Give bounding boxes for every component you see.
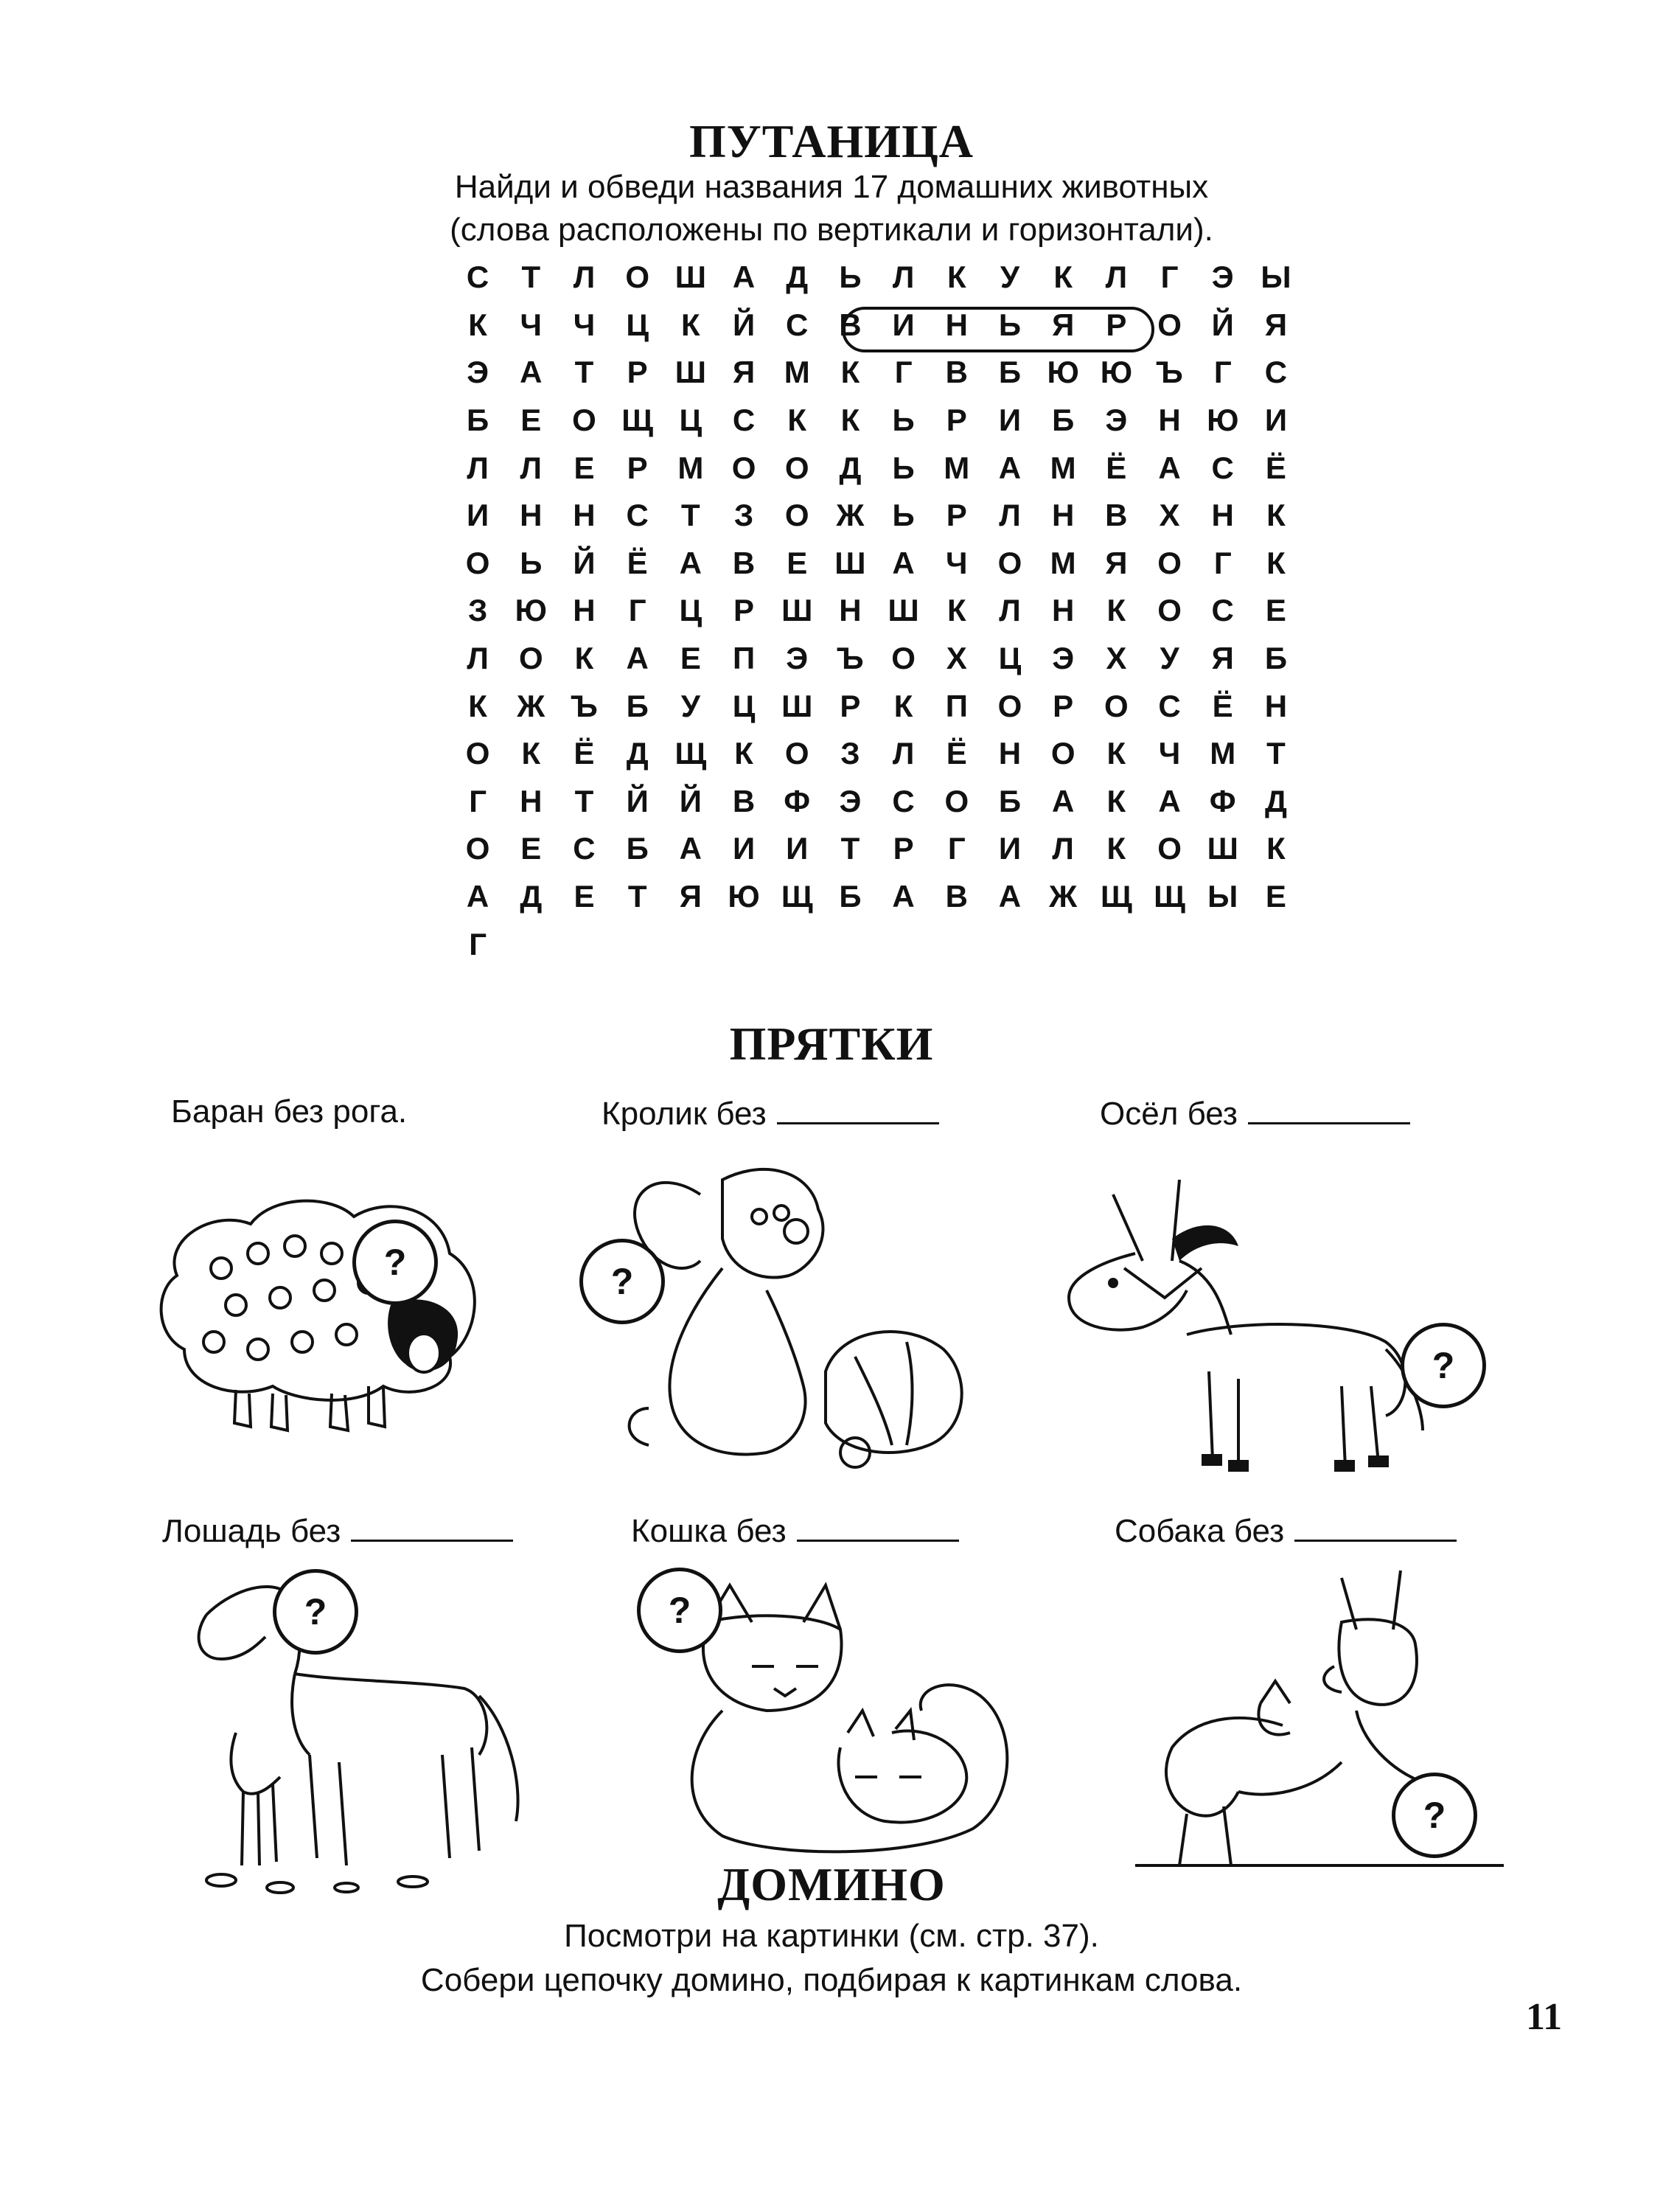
grid-letter[interactable]: М <box>677 450 704 485</box>
grid-letter[interactable]: Й <box>626 783 649 818</box>
grid-letter[interactable]: Н <box>1264 688 1288 723</box>
grid-letter[interactable]: О <box>1104 688 1129 723</box>
grid-letter[interactable]: Л <box>467 641 489 676</box>
question-bubble-horse[interactable]: ? <box>273 1569 358 1655</box>
answer-blank[interactable] <box>1248 1096 1410 1124</box>
grid-letter[interactable]: Т <box>574 355 594 390</box>
grid-letter[interactable]: Й <box>573 545 596 580</box>
grid-letter[interactable]: И <box>1264 403 1287 438</box>
grid-letter[interactable]: У <box>1160 641 1179 676</box>
grid-letter[interactable]: Н <box>1211 498 1234 533</box>
grid-letter[interactable]: Э <box>786 641 809 676</box>
grid-letter[interactable]: Э <box>1211 260 1234 295</box>
caption-horse-text: Лошадь без <box>162 1513 341 1549</box>
grid-letter[interactable]: К <box>840 355 860 390</box>
grid-letter[interactable]: Г <box>628 593 646 628</box>
grid-letter[interactable]: К <box>787 403 807 438</box>
caption-cat-text: Кошка без <box>631 1513 787 1549</box>
grid-letter[interactable]: Ж <box>517 688 545 723</box>
grid-letter[interactable]: Ъ <box>837 641 864 676</box>
grid-letter[interactable]: С <box>626 498 649 533</box>
grid-letter[interactable]: Ё <box>573 736 595 771</box>
grid-letter[interactable]: Н <box>998 736 1022 771</box>
grid-letter[interactable]: А <box>892 545 915 580</box>
question-bubble-rabbit[interactable]: ? <box>579 1239 665 1324</box>
grid-letter[interactable]: Ш <box>781 688 813 723</box>
puzzle-instruction-line2: (слова расположены по вертикали и горизонтали). <box>450 212 1213 248</box>
question-bubble-dog[interactable]: ? <box>1392 1773 1477 1858</box>
caption-horse <box>162 1513 513 1548</box>
grid-letter[interactable]: О <box>944 783 969 818</box>
grid-letter[interactable]: С <box>1211 593 1234 628</box>
domino-line2: Собери цепочку домино, подбирая к картинкам слова. <box>420 1962 1243 1998</box>
grid-letter[interactable]: Р <box>1106 307 1127 342</box>
grid-letter[interactable]: О <box>465 831 490 866</box>
puzzle-instruction-line1: Найди и обведи названия 17 домашних животных <box>454 169 1209 205</box>
caption-donkey <box>1100 1096 1410 1130</box>
grid-letter[interactable]: С <box>892 783 915 818</box>
grid-letter[interactable]: О <box>1050 736 1075 771</box>
grid-letter[interactable]: К <box>1266 498 1286 533</box>
grid-letter[interactable]: Т <box>521 260 541 295</box>
grid-letter[interactable]: Л <box>520 450 543 485</box>
grid-letter[interactable]: Е <box>520 831 542 866</box>
grid-letter[interactable]: В <box>1105 498 1128 533</box>
grid-letter[interactable]: О <box>572 403 596 438</box>
grid-letter[interactable]: Щ <box>1100 879 1132 914</box>
grid-letter[interactable]: Е <box>1265 879 1286 914</box>
grid-letter[interactable]: Г <box>469 783 487 818</box>
caption-cat <box>631 1513 959 1548</box>
grid-letter[interactable]: Ю <box>515 593 547 628</box>
grid-letter[interactable]: В <box>732 783 756 818</box>
grid-letter[interactable]: Р <box>893 831 914 866</box>
grid-letter[interactable]: Е <box>520 403 542 438</box>
grid-letter[interactable]: Н <box>945 307 968 342</box>
grid-letter[interactable]: Щ <box>674 736 707 771</box>
grid-letter[interactable]: В <box>839 307 862 342</box>
grid-letter[interactable]: Н <box>520 498 543 533</box>
caption-dog-text: Собака без <box>1115 1513 1285 1549</box>
grid-letter[interactable]: Т <box>1266 736 1286 771</box>
grid-letter[interactable]: Г <box>1213 545 1232 580</box>
grid-letter[interactable]: К <box>574 641 594 676</box>
grid-letter[interactable]: П <box>732 641 756 676</box>
question-bubble-donkey[interactable]: ? <box>1401 1323 1486 1408</box>
grid-letter[interactable]: С <box>1264 355 1288 390</box>
grid-letter[interactable]: Ч <box>1158 736 1181 771</box>
page-number: 11 <box>1526 1996 1563 2038</box>
grid-letter[interactable]: Ш <box>674 260 706 295</box>
grid-letter[interactable]: Ш <box>1207 831 1238 866</box>
grid-letter[interactable]: С <box>1158 688 1181 723</box>
grid-letter[interactable]: Д <box>626 736 649 771</box>
grid-letter[interactable]: Л <box>892 260 915 295</box>
grid-letter[interactable]: С <box>1211 450 1234 485</box>
answer-blank[interactable] <box>1294 1513 1457 1542</box>
grid-letter[interactable]: К <box>1106 593 1126 628</box>
grid-letter[interactable]: К <box>521 736 541 771</box>
grid-letter[interactable]: Э <box>1052 641 1075 676</box>
grid-letter[interactable]: Р <box>733 593 755 628</box>
caption-dog <box>1115 1513 1457 1548</box>
grid-letter[interactable]: Ь <box>892 450 915 485</box>
grid-letter[interactable]: Щ <box>1154 879 1185 914</box>
grid-letter[interactable]: Ш <box>781 593 813 628</box>
puzzle-title: ПУТАНИЦА <box>688 115 975 167</box>
grid-letter[interactable]: Г <box>894 355 913 390</box>
grid-letter[interactable]: П <box>945 688 968 723</box>
grid-letter[interactable]: Г <box>469 926 487 961</box>
answer-blank[interactable] <box>351 1513 513 1542</box>
grid-letter[interactable]: Б <box>467 403 489 438</box>
grid-letter[interactable]: Т <box>840 831 860 866</box>
grid-letter[interactable]: Ы <box>1207 879 1238 914</box>
grid-letter[interactable]: Х <box>946 641 967 676</box>
grid-letter[interactable]: И <box>467 498 489 533</box>
grid-letter[interactable]: Б <box>1052 403 1075 438</box>
grid-letter[interactable]: Е <box>573 879 595 914</box>
grid-letter[interactable]: Ю <box>1047 355 1079 390</box>
grid-letter[interactable]: Я <box>1211 641 1234 676</box>
grid-letter[interactable]: Ё <box>946 736 967 771</box>
grid-letter[interactable]: К <box>946 260 966 295</box>
grid-letter[interactable]: О <box>731 450 756 485</box>
grid-letter[interactable]: Ъ <box>571 688 598 723</box>
grid-letter[interactable]: И <box>892 307 915 342</box>
grid-letter[interactable]: К <box>468 688 487 723</box>
grid-letter[interactable]: Ъ <box>1156 355 1183 390</box>
grid-letter[interactable]: О <box>784 736 809 771</box>
grid-letter[interactable]: Л <box>999 498 1021 533</box>
grid-letter[interactable]: Ш <box>888 593 919 628</box>
grid-letter[interactable]: К <box>1053 260 1073 295</box>
grid-letter[interactable]: А <box>732 260 756 295</box>
grid-letter[interactable]: Р <box>1053 688 1074 723</box>
grid-letter[interactable]: Х <box>1106 641 1127 676</box>
grid-letter[interactable]: Ю <box>1100 355 1132 390</box>
grid-letter[interactable]: А <box>679 545 702 580</box>
grid-letter[interactable]: Л <box>999 593 1021 628</box>
grid-letter[interactable]: Л <box>1105 260 1128 295</box>
grid-letter[interactable]: Р <box>946 498 967 533</box>
grid-letter[interactable]: А <box>466 879 489 914</box>
grid-letter[interactable]: Е <box>573 450 595 485</box>
grid-letter[interactable]: И <box>998 831 1022 866</box>
grid-letter[interactable]: Ё <box>627 545 648 580</box>
grid-letter[interactable]: Ж <box>836 498 865 533</box>
grid-letter[interactable]: Ё <box>1265 450 1286 485</box>
grid-letter[interactable]: А <box>892 879 915 914</box>
grid-letter[interactable]: Д <box>786 260 809 295</box>
grid-letter[interactable]: О <box>1157 831 1182 866</box>
grid-letter[interactable]: Ы <box>1261 260 1291 295</box>
sheep-icon <box>147 1180 501 1460</box>
grid-letter[interactable]: Ё <box>1106 450 1127 485</box>
grid-letter[interactable]: О <box>625 260 649 295</box>
grid-letter[interactable]: Т <box>574 783 594 818</box>
grid-letter[interactable]: Б <box>998 355 1022 390</box>
grid-letter[interactable]: Ь <box>839 260 862 295</box>
grid-letter[interactable]: А <box>1158 783 1181 818</box>
grid-letter[interactable]: Н <box>1158 403 1181 438</box>
grid-letter[interactable]: Ц <box>626 307 649 342</box>
grid-letter[interactable]: А <box>998 879 1022 914</box>
caption-sheep-text: Баран без рога. <box>171 1093 408 1130</box>
grid-letter[interactable]: О <box>997 688 1022 723</box>
answer-blank[interactable] <box>797 1513 959 1542</box>
grid-letter[interactable]: Г <box>1160 260 1179 295</box>
grid-letter[interactable]: Х <box>1159 498 1180 533</box>
grid-letter[interactable]: Е <box>1265 593 1286 628</box>
question-bubble-sheep[interactable]: ? <box>352 1220 438 1305</box>
grid-letter[interactable]: Й <box>732 307 756 342</box>
caption-donkey-text: Осёл без <box>1100 1096 1238 1132</box>
grid-letter[interactable]: Г <box>1213 355 1232 390</box>
grid-letter[interactable]: Е <box>787 545 808 580</box>
donkey-icon <box>1054 1150 1467 1482</box>
grid-letter[interactable]: Ч <box>520 307 543 342</box>
grid-letter[interactable]: К <box>681 307 700 342</box>
grid-letter[interactable]: Б <box>839 879 862 914</box>
grid-letter[interactable]: Л <box>892 736 915 771</box>
grid-letter[interactable]: В <box>945 879 968 914</box>
grid-letter[interactable]: Ш <box>674 355 706 390</box>
grid-letter[interactable]: А <box>998 450 1022 485</box>
grid-letter[interactable]: К <box>1266 831 1286 866</box>
grid-letter[interactable]: Ц <box>679 403 702 438</box>
grid-letter[interactable]: М <box>1210 736 1236 771</box>
grid-letter[interactable]: Ц <box>732 688 756 723</box>
grid-letter[interactable]: Н <box>573 498 596 533</box>
grid-letter[interactable]: К <box>1106 783 1126 818</box>
grid-letter[interactable]: Т <box>627 879 647 914</box>
grid-letter[interactable]: У <box>1000 260 1020 295</box>
grid-letter[interactable]: О <box>465 545 490 580</box>
grid-letter[interactable]: М <box>1050 545 1076 580</box>
grid-letter[interactable]: С <box>732 403 756 438</box>
grid-letter[interactable]: Ф <box>1209 783 1236 818</box>
grid-letter[interactable]: Р <box>627 450 648 485</box>
grid-letter[interactable]: Ч <box>946 545 968 580</box>
grid-letter[interactable]: О <box>891 641 916 676</box>
grid-letter[interactable]: С <box>466 260 489 295</box>
grid-letter[interactable]: Л <box>467 450 489 485</box>
grid-letter[interactable]: Б <box>626 688 649 723</box>
grid-letter[interactable]: Ь <box>520 545 543 580</box>
grid-letter[interactable]: Ь <box>892 498 915 533</box>
grid-letter[interactable]: Н <box>520 783 543 818</box>
grid-letter[interactable]: А <box>520 355 543 390</box>
grid-letter[interactable]: О <box>784 498 809 533</box>
grid-letter[interactable]: Д <box>839 450 862 485</box>
grid-letter[interactable]: Э <box>1105 403 1128 438</box>
grid-letter[interactable]: З <box>840 736 860 771</box>
grid-letter[interactable]: Я <box>1052 307 1075 342</box>
grid-letter[interactable]: Л <box>1052 831 1074 866</box>
grid-letter[interactable]: Й <box>679 783 702 818</box>
hide-and-seek-title: ПРЯТКИ <box>729 1018 934 1070</box>
grid-letter[interactable]: Д <box>1264 783 1287 818</box>
grid-letter[interactable]: И <box>732 831 756 866</box>
grid-letter[interactable]: С <box>786 307 809 342</box>
grid-letter[interactable]: О <box>465 736 490 771</box>
grid-letter[interactable]: О <box>1157 307 1182 342</box>
grid-letter[interactable]: З <box>467 593 488 628</box>
grid-letter[interactable]: Д <box>520 879 543 914</box>
grid-letter[interactable]: К <box>468 307 487 342</box>
horse-icon <box>177 1563 545 1902</box>
grid-letter[interactable]: Я <box>1105 545 1128 580</box>
grid-letter[interactable]: Ь <box>998 307 1022 342</box>
grid-letter[interactable]: О <box>1157 593 1182 628</box>
grid-letter[interactable]: Щ <box>781 879 813 914</box>
grid-letter[interactable]: Р <box>946 403 967 438</box>
grid-letter[interactable]: Ё <box>1212 688 1233 723</box>
grid-letter[interactable]: Е <box>680 641 701 676</box>
grid-letter[interactable]: А <box>1158 450 1181 485</box>
domino-title: ДОМИНО <box>717 1858 946 1910</box>
grid-letter[interactable]: Ю <box>1207 403 1239 438</box>
grid-letter[interactable]: Н <box>1051 593 1075 628</box>
grid-letter[interactable]: Я <box>679 879 702 914</box>
grid-letter[interactable]: К <box>1106 736 1126 771</box>
grid-letter[interactable]: К <box>893 688 913 723</box>
grid-letter[interactable]: Р <box>840 688 861 723</box>
grid-letter[interactable]: Ф <box>784 783 811 818</box>
grid-letter[interactable]: М <box>1050 450 1076 485</box>
grid-letter[interactable]: С <box>573 831 596 866</box>
grid-letter[interactable]: М <box>784 355 810 390</box>
grid-letter[interactable]: Б <box>626 831 649 866</box>
caption-rabbit-text: Кролик без <box>602 1096 767 1132</box>
grid-letter[interactable]: О <box>1157 545 1182 580</box>
grid-letter[interactable]: Л <box>573 260 596 295</box>
grid-letter[interactable]: А <box>626 641 649 676</box>
grid-letter[interactable]: И <box>786 831 809 866</box>
grid-letter[interactable]: Я <box>732 355 756 390</box>
grid-letter[interactable]: Ц <box>679 593 702 628</box>
grid-letter[interactable]: К <box>840 403 860 438</box>
grid-letter[interactable]: Ж <box>1049 879 1078 914</box>
grid-letter[interactable]: О <box>997 545 1022 580</box>
grid-letter[interactable]: Э <box>839 783 862 818</box>
grid-letter[interactable]: Н <box>573 593 596 628</box>
grid-letter[interactable]: Э <box>467 355 489 390</box>
grid-letter[interactable]: Ю <box>728 879 760 914</box>
grid-letter[interactable]: В <box>945 355 968 390</box>
grid-letter[interactable]: Ь <box>892 403 915 438</box>
grid-letter[interactable]: З <box>733 498 754 533</box>
grid-letter[interactable]: О <box>518 641 543 676</box>
grid-letter[interactable]: Н <box>839 593 862 628</box>
grid-letter[interactable]: Ш <box>834 545 866 580</box>
caption-sheep <box>171 1093 408 1130</box>
grid-letter[interactable]: К <box>1106 831 1126 866</box>
grid-letter[interactable]: Б <box>1264 641 1287 676</box>
caption-rabbit <box>602 1096 939 1130</box>
grid-letter[interactable]: И <box>998 403 1022 438</box>
grid-letter[interactable]: Ч <box>573 307 596 342</box>
grid-letter[interactable]: Н <box>1051 498 1075 533</box>
grid-letter[interactable]: Р <box>627 355 648 390</box>
grid-letter[interactable]: Г <box>947 831 966 866</box>
answer-blank[interactable] <box>777 1096 939 1124</box>
grid-letter[interactable]: О <box>784 450 809 485</box>
grid-letter[interactable]: В <box>732 545 756 580</box>
grid-letter[interactable]: Т <box>681 498 700 533</box>
domino-line1: Посмотри на картинки (см. стр. 37). <box>564 1918 1099 1954</box>
grid-letter[interactable]: А <box>679 831 702 866</box>
grid-letter[interactable]: М <box>944 450 970 485</box>
word-search-grid <box>451 254 1303 968</box>
grid-letter[interactable]: К <box>946 593 966 628</box>
grid-letter[interactable]: Я <box>1264 307 1287 342</box>
grid-letter[interactable]: Б <box>998 783 1022 818</box>
grid-letter[interactable]: Щ <box>621 403 654 438</box>
circled-word-example <box>842 307 1154 352</box>
grid-letter[interactable]: К <box>734 736 753 771</box>
grid-letter[interactable]: Ц <box>998 641 1022 676</box>
question-bubble-cat[interactable]: ? <box>637 1568 722 1653</box>
grid-letter[interactable]: А <box>1051 783 1075 818</box>
grid-letter[interactable]: У <box>680 688 700 723</box>
grid-letter[interactable]: Й <box>1211 307 1234 342</box>
grid-letter[interactable]: К <box>1266 545 1286 580</box>
